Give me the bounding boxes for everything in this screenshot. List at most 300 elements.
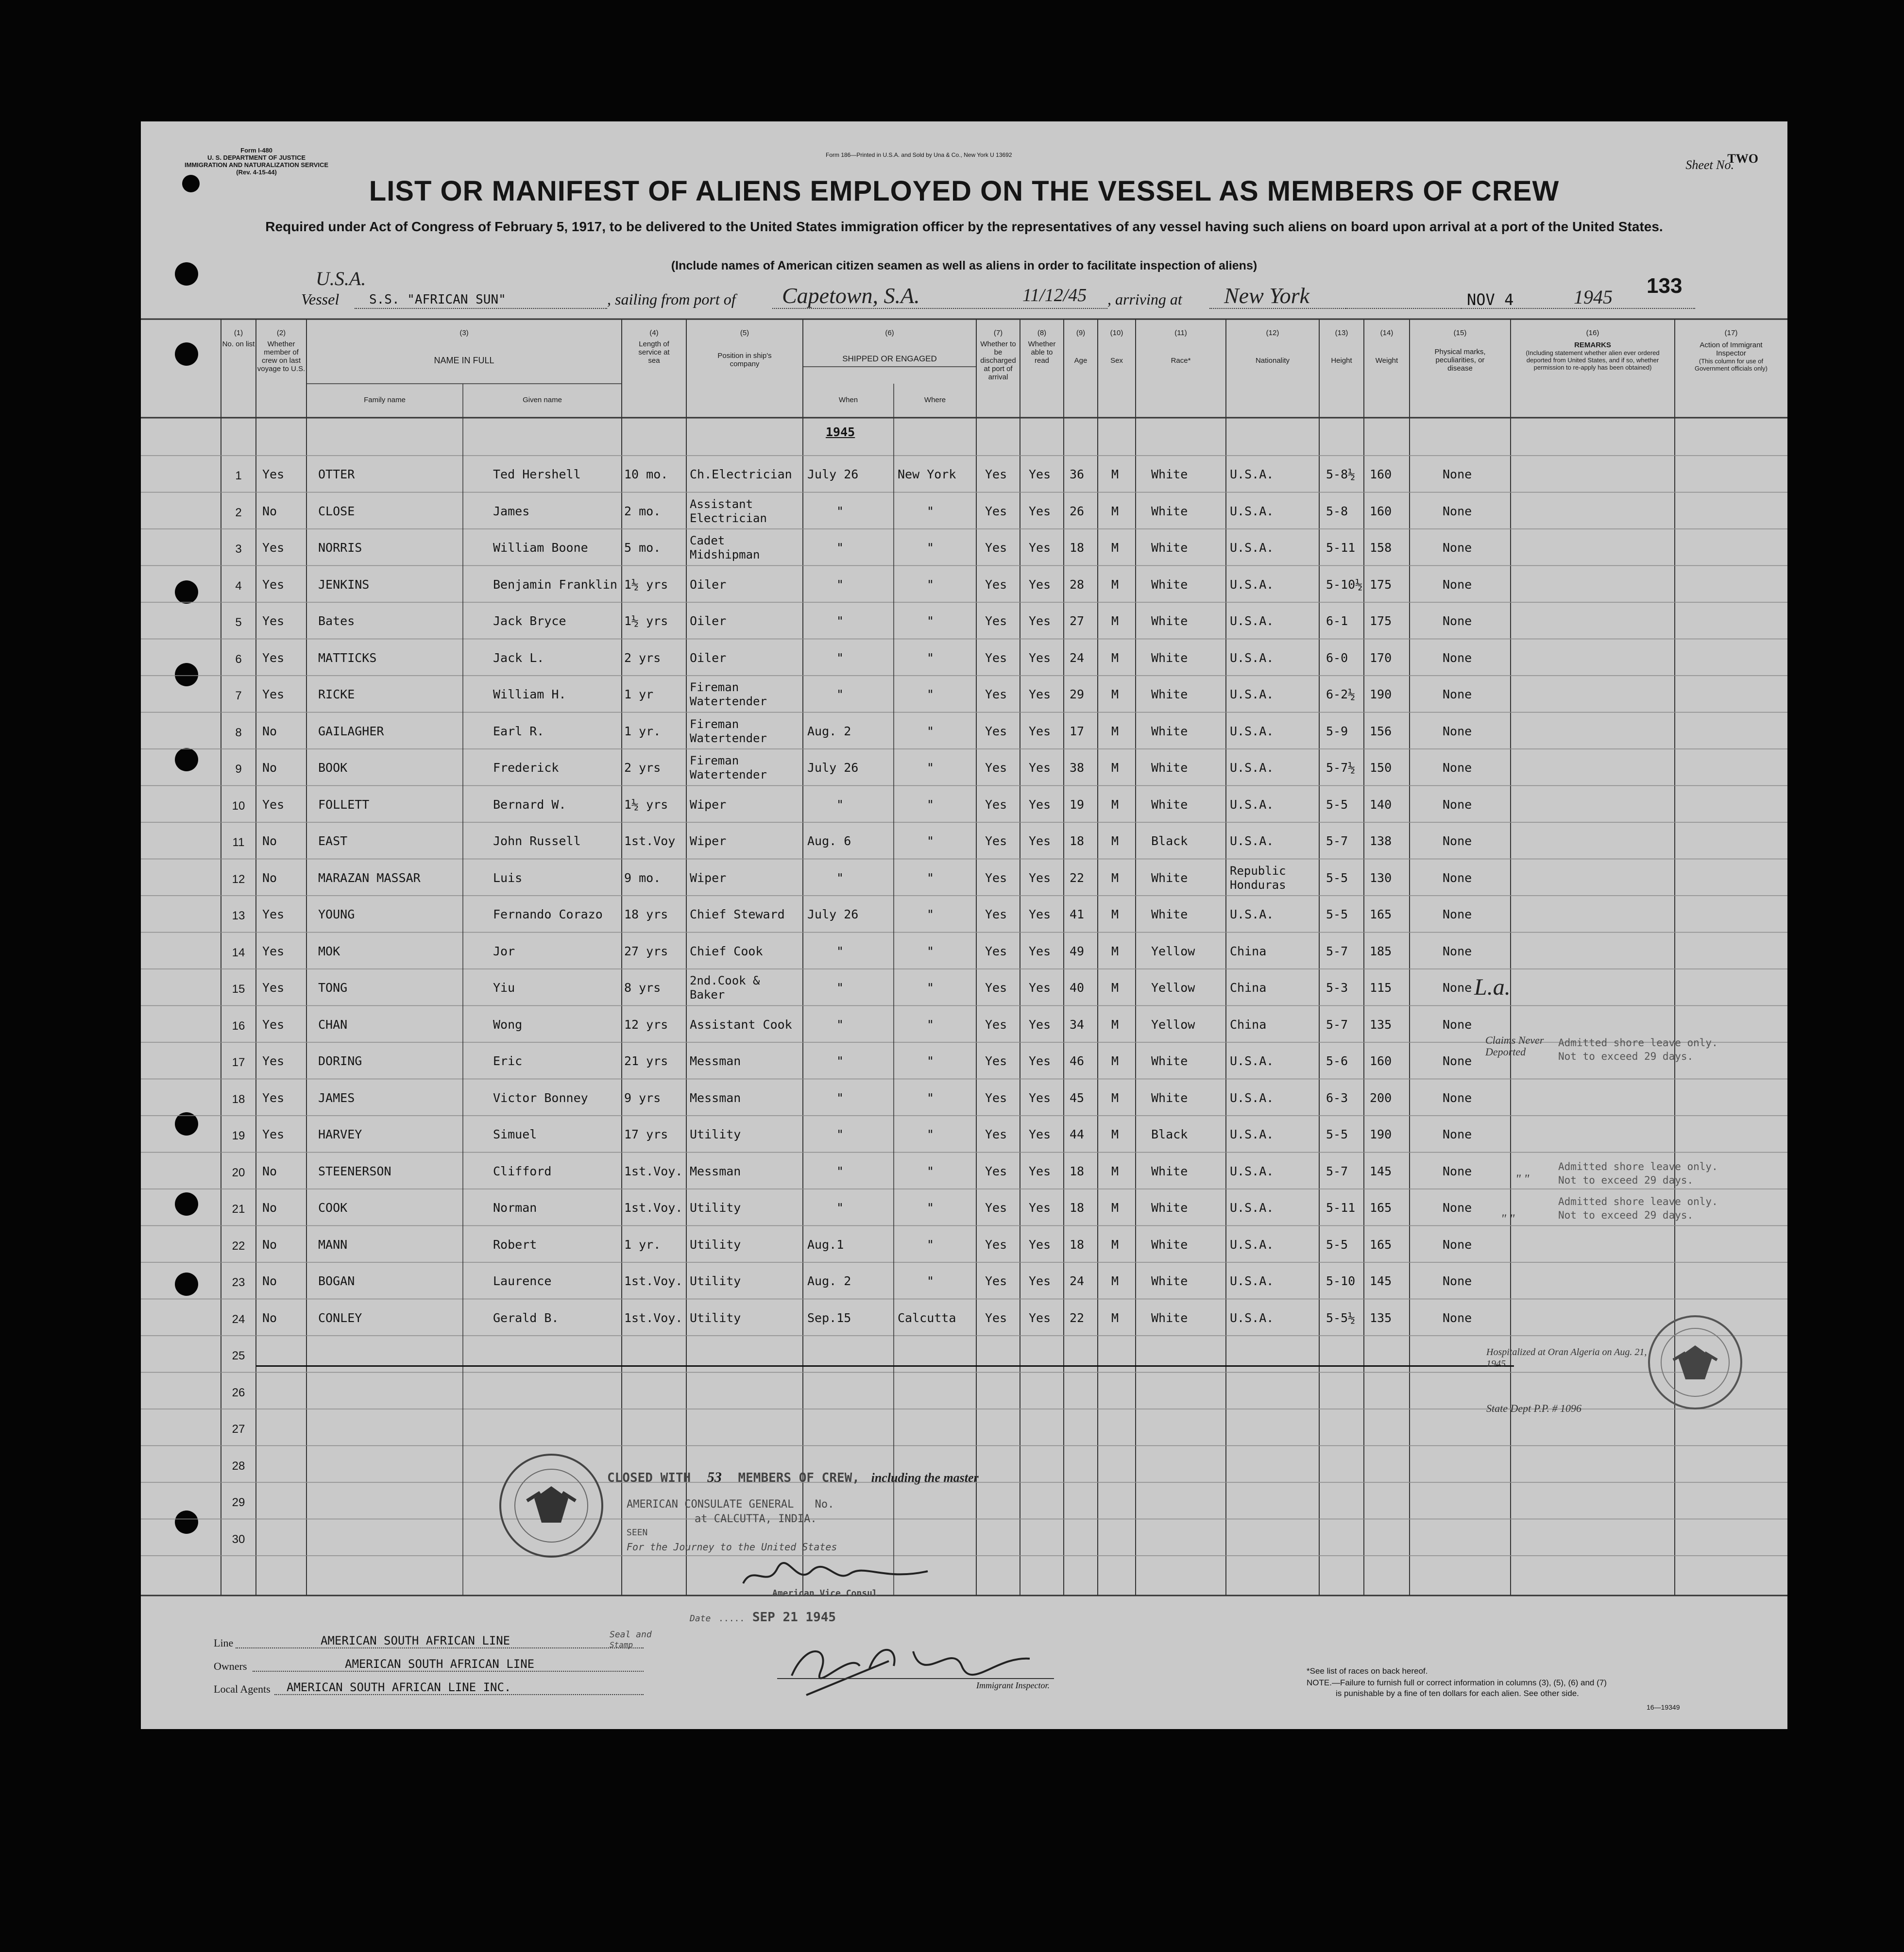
col-header-where: Where: [924, 396, 946, 404]
cell-service-length: 1st.Voy: [624, 834, 676, 848]
cell-nationality: U.S.A.: [1230, 687, 1274, 701]
cell-race: White: [1151, 467, 1188, 481]
cell-age: 18: [1070, 1237, 1085, 1252]
cell-service-length: 1½ yrs: [624, 797, 668, 812]
cell-age: 40: [1070, 981, 1085, 995]
cell-given-name: Frederick: [493, 761, 559, 775]
cell-height: 5-7: [1326, 1164, 1348, 1178]
col-header-4: (4) Length of service at sea: [638, 329, 670, 365]
cell-nationality: U.S.A.: [1230, 797, 1274, 812]
cell-nationality: U.S.A.: [1230, 467, 1274, 481]
cell-race: White: [1151, 504, 1188, 518]
cell-weight: 158: [1370, 541, 1392, 555]
cell-discharged: Yes: [985, 1310, 1007, 1325]
cell-height: 5-6: [1326, 1054, 1348, 1068]
cell-position: Chief Steward: [690, 907, 785, 921]
cell-position: Utility: [690, 1274, 741, 1288]
cell-service-length: 1 yr.: [624, 724, 661, 738]
cell-age: 36: [1070, 467, 1085, 481]
cell-given-name: Eric: [493, 1054, 523, 1068]
cell-position: Ch.Electrician: [690, 467, 792, 481]
cell-position: Assistant Electrician: [690, 497, 767, 525]
cell-prev-voyage: No: [262, 504, 277, 518]
remark-row-12: L.a.: [1474, 974, 1511, 1000]
year: 1945: [1574, 286, 1613, 308]
cell-sex: M: [1111, 797, 1119, 812]
cell-shipped-when: ": [836, 687, 844, 701]
cell-shipped-where: ": [927, 1237, 935, 1252]
cell-position: Utility: [690, 1310, 741, 1325]
cell-able-to-read: Yes: [1029, 1164, 1051, 1178]
cell-physical-marks: None: [1443, 577, 1472, 592]
cell-discharged: Yes: [985, 1164, 1007, 1178]
cell-family-name: EAST: [318, 834, 348, 848]
cell-service-length: 10 mo.: [624, 467, 668, 481]
row-number: 16: [232, 1019, 245, 1033]
cell-discharged: Yes: [985, 1127, 1007, 1141]
cell-discharged: Yes: [985, 577, 1007, 592]
handwritten-flag: U.S.A.: [316, 268, 366, 289]
sheet-number-value: TWO: [1727, 152, 1758, 166]
cell-shipped-when: ": [836, 1201, 844, 1215]
cell-family-name: NORRIS: [318, 541, 362, 555]
cell-physical-marks: None: [1443, 1127, 1472, 1141]
row-number: 10: [232, 799, 245, 813]
cell-weight: 160: [1370, 1054, 1392, 1068]
cell-discharged: Yes: [985, 724, 1007, 738]
cell-shipped-where: ": [927, 504, 935, 518]
cell-height: 5-10: [1326, 1274, 1356, 1288]
cell-able-to-read: Yes: [1029, 834, 1051, 848]
cell-discharged: Yes: [985, 687, 1007, 701]
cell-age: 41: [1070, 907, 1085, 921]
cell-able-to-read: Yes: [1029, 577, 1051, 592]
cell-family-name: CONLEY: [318, 1310, 362, 1325]
cell-service-length: 1st.Voy.: [624, 1310, 683, 1325]
col-header-7: (7) Whether to be discharged at port of arrival: [980, 329, 1016, 381]
cell-given-name: James: [493, 504, 530, 518]
cell-discharged: Yes: [985, 467, 1007, 481]
agents-label: Local Agents: [214, 1683, 271, 1695]
cell-shipped-when: ": [836, 1054, 844, 1068]
cell-given-name: Laurence: [493, 1274, 552, 1288]
cell-able-to-read: Yes: [1029, 1237, 1051, 1252]
cell-position: Chief Cook: [690, 944, 763, 958]
row-number: 26: [232, 1386, 245, 1399]
cell-discharged: Yes: [985, 1017, 1007, 1032]
cell-discharged: Yes: [985, 1237, 1007, 1252]
cell-race: Yellow: [1151, 944, 1195, 958]
seal-stamp-right: [1644, 1311, 1746, 1413]
cell-height: 5-3: [1326, 981, 1348, 995]
row-number: 21: [232, 1203, 245, 1216]
cell-shipped-where: ": [927, 797, 935, 812]
cell-shipped-when: Aug. 2: [807, 1274, 851, 1288]
cell-service-length: 1½ yrs: [624, 614, 668, 628]
cell-nationality: China: [1230, 944, 1267, 958]
cell-able-to-read: Yes: [1029, 1127, 1051, 1141]
stamp-label: Stamp: [610, 1640, 633, 1649]
cell-prev-voyage: No: [262, 761, 277, 775]
cell-prev-voyage: No: [262, 870, 277, 885]
cell-shipped-when: ": [836, 1127, 844, 1141]
cell-height: 5-7: [1326, 944, 1348, 958]
cell-prev-voyage: No: [262, 724, 277, 738]
row-number: 28: [232, 1459, 245, 1473]
cell-physical-marks: None: [1443, 907, 1472, 921]
cell-nationality: U.S.A.: [1230, 761, 1274, 775]
cell-given-name: Victor Bonney: [493, 1090, 588, 1105]
cell-family-name: COOK: [318, 1201, 348, 1215]
cell-family-name: MOK: [318, 944, 340, 958]
cell-discharged: Yes: [985, 504, 1007, 518]
vessel-label: Vessel: [301, 290, 340, 308]
form-code: 16—19349: [1647, 1703, 1680, 1711]
cell-weight: 145: [1370, 1164, 1392, 1178]
cell-shipped-where: ": [927, 614, 935, 628]
remark-row-22: Hospitalized at Oran Algeria on Aug. 21, 1945: [1486, 1347, 1647, 1369]
form-identifier: Form I-480 U. S. DEPARTMENT OF JUSTICE IMMIGRATION AND NATURALIZATION SERVICE (Rev. 4-15-44): [185, 147, 329, 176]
cell-shipped-when: July 26: [807, 761, 859, 775]
remark-row-24: State Dept P.P. # 1096: [1486, 1402, 1581, 1414]
cell-physical-marks: None: [1443, 1237, 1472, 1252]
cell-shipped-where: ": [927, 1090, 935, 1105]
cell-shipped-where: ": [927, 907, 935, 921]
cell-physical-marks: None: [1443, 614, 1472, 628]
row-number: 23: [232, 1276, 245, 1289]
cell-shipped-where: ": [927, 834, 935, 848]
cell-physical-marks: None: [1443, 1090, 1472, 1105]
cell-prev-voyage: Yes: [262, 1017, 285, 1032]
arriving-label: , arriving at: [1107, 290, 1182, 308]
cell-able-to-read: Yes: [1029, 724, 1051, 738]
cell-able-to-read: Yes: [1029, 797, 1051, 812]
cell-position: Fireman Watertender: [690, 754, 767, 781]
vessel-line: [141, 268, 1787, 315]
row-number: 24: [232, 1312, 245, 1326]
cell-sex: M: [1111, 1054, 1119, 1068]
cell-given-name: William Boone: [493, 541, 588, 555]
cell-weight: 165: [1370, 1237, 1392, 1252]
year-header: 1945: [826, 425, 855, 439]
cell-race: White: [1151, 687, 1188, 701]
cell-family-name: FOLLETT: [318, 797, 370, 812]
cell-race: White: [1151, 797, 1188, 812]
col-header-13: (13) Height: [1331, 329, 1352, 365]
col-header-given: Given name: [523, 396, 562, 404]
row-number: 29: [232, 1496, 245, 1509]
cell-nationality: U.S.A.: [1230, 614, 1274, 628]
cell-service-length: 1 yr: [624, 687, 654, 701]
cell-position: Oiler: [690, 650, 727, 665]
races-note: *See list of races on back hereof.: [1307, 1666, 1428, 1676]
cell-prev-voyage: Yes: [262, 577, 285, 592]
agents-value: AMERICAN SOUTH AFRICAN LINE INC.: [287, 1680, 511, 1694]
cell-discharged: Yes: [985, 1054, 1007, 1068]
cell-family-name: STEENERSON: [318, 1164, 391, 1178]
cell-prev-voyage: Yes: [262, 981, 285, 995]
cell-given-name: Yiu: [493, 981, 515, 995]
cell-sex: M: [1111, 1164, 1119, 1178]
row-number: 8: [235, 726, 242, 739]
cell-race: Black: [1151, 1127, 1188, 1141]
cell-service-length: 8 yrs: [624, 981, 661, 995]
line-value: AMERICAN SOUTH AFRICAN LINE: [321, 1634, 510, 1647]
cell-nationality: U.S.A.: [1230, 834, 1274, 848]
cell-age: 26: [1070, 504, 1085, 518]
cell-able-to-read: Yes: [1029, 614, 1051, 628]
cell-prev-voyage: No: [262, 1164, 277, 1178]
cell-height: 6-1: [1326, 614, 1348, 628]
cell-nationality: U.S.A.: [1230, 1201, 1274, 1215]
cell-given-name: John Russell: [493, 834, 581, 848]
cell-physical-marks: None: [1443, 944, 1472, 958]
cell-age: 22: [1070, 1310, 1085, 1325]
cell-shipped-where: ": [927, 650, 935, 665]
cell-position: Fireman Watertender: [690, 680, 767, 708]
cell-shipped-where: ": [927, 1164, 935, 1178]
col-header-9: (9) Age: [1074, 329, 1088, 365]
cell-height: 5-8½: [1326, 467, 1356, 481]
cell-shipped-when: Aug. 2: [807, 724, 851, 738]
cell-given-name: Earl R.: [493, 724, 544, 738]
cell-weight: 190: [1370, 1127, 1392, 1141]
cell-weight: 160: [1370, 504, 1392, 518]
cell-given-name: Clifford: [493, 1164, 552, 1178]
cell-race: White: [1151, 1054, 1188, 1068]
cell-sex: M: [1111, 1310, 1119, 1325]
cell-shipped-where: ": [927, 687, 935, 701]
cell-given-name: Jack L.: [493, 650, 544, 665]
cell-weight: 165: [1370, 907, 1392, 921]
cell-shipped-where: ": [927, 1127, 935, 1141]
cell-family-name: BOGAN: [318, 1274, 355, 1288]
cell-shipped-where: ": [927, 981, 935, 995]
cell-shipped-when: July 26: [807, 467, 859, 481]
cell-shipped-when: ": [836, 614, 844, 628]
cell-position: Fireman Watertender: [690, 717, 767, 745]
cell-shipped-where: ": [927, 761, 935, 775]
cell-able-to-read: Yes: [1029, 687, 1051, 701]
cell-shipped-where: ": [927, 870, 935, 885]
col-header-family: Family name: [364, 396, 406, 404]
col-header-when: When: [838, 396, 858, 404]
cell-height: 5-5: [1326, 870, 1348, 885]
cell-physical-marks: None: [1443, 1201, 1472, 1215]
cell-shipped-when: ": [836, 1164, 844, 1178]
cell-age: 46: [1070, 1054, 1085, 1068]
col-header-17: (17) Action of Immigrant Inspector (This column for use of Government officials only): [1694, 329, 1768, 372]
cell-race: White: [1151, 1237, 1188, 1252]
cell-sex: M: [1111, 1127, 1119, 1141]
cell-family-name: HARVEY: [318, 1127, 362, 1141]
cell-sex: M: [1111, 834, 1119, 848]
cell-family-name: JAMES: [318, 1090, 355, 1105]
row-number: 5: [235, 616, 242, 629]
cell-given-name: Wong: [493, 1017, 523, 1032]
cell-sex: M: [1111, 1201, 1119, 1215]
cell-age: 34: [1070, 1017, 1085, 1032]
cell-discharged: Yes: [985, 761, 1007, 775]
seal-stamp-consulate: [495, 1450, 607, 1562]
cell-family-name: BOOK: [318, 761, 348, 775]
cell-sex: M: [1111, 687, 1119, 701]
cell-shipped-where: ": [927, 1017, 935, 1032]
cell-family-name: Bates: [318, 614, 355, 628]
cell-able-to-read: Yes: [1029, 907, 1051, 921]
cell-discharged: Yes: [985, 1090, 1007, 1105]
cell-shipped-when: ": [836, 541, 844, 555]
cell-nationality: U.S.A.: [1230, 907, 1274, 921]
cell-able-to-read: Yes: [1029, 761, 1051, 775]
cell-height: 5-8: [1326, 504, 1348, 518]
cell-discharged: Yes: [985, 1274, 1007, 1288]
cell-able-to-read: Yes: [1029, 1201, 1051, 1215]
cell-physical-marks: None: [1443, 1054, 1472, 1068]
col-header-6: (6) SHIPPED OR ENGAGED: [842, 329, 937, 363]
cell-service-length: 1st.Voy.: [624, 1164, 683, 1178]
row-number: 27: [232, 1423, 245, 1436]
cell-position: Oiler: [690, 577, 727, 592]
cell-shipped-where: ": [927, 1054, 935, 1068]
cell-height: 5-7½: [1326, 761, 1356, 775]
departure-port: Capetown, S.A.: [782, 283, 920, 308]
closing-date: Date ..... SEP 21 1945: [690, 1610, 836, 1625]
cell-nationality: China: [1230, 1017, 1267, 1032]
seen-label: SEEN: [627, 1528, 648, 1538]
cell-shipped-when: ": [836, 1017, 844, 1032]
cell-prev-voyage: No: [262, 1201, 277, 1215]
cell-weight: 156: [1370, 724, 1392, 738]
owners-value: AMERICAN SOUTH AFRICAN LINE: [345, 1657, 535, 1671]
row-number: 30: [232, 1532, 245, 1546]
cell-shipped-where: ": [927, 1201, 935, 1215]
row-number: 14: [232, 946, 245, 959]
col-header-1: (1) No. on list: [222, 329, 255, 348]
row-number: 20: [232, 1166, 245, 1179]
cell-shipped-where: ": [927, 577, 935, 592]
cell-position: Cadet Midshipman: [690, 534, 760, 561]
consulate-stamp: AMERICAN CONSULATE GENERAL No.: [627, 1498, 834, 1511]
cell-prev-voyage: Yes: [262, 1127, 285, 1141]
cell-service-length: 1st.Voy.: [624, 1201, 683, 1215]
manifest-sheet: [141, 121, 1787, 1729]
cell-able-to-read: Yes: [1029, 1017, 1051, 1032]
cell-family-name: OTTER: [318, 467, 355, 481]
cell-physical-marks: None: [1443, 1164, 1472, 1178]
cell-discharged: Yes: [985, 981, 1007, 995]
cell-height: 5-5: [1326, 797, 1348, 812]
arrival-date: NOV 4: [1467, 290, 1514, 309]
cell-given-name: William H.: [493, 687, 566, 701]
cell-race: White: [1151, 1310, 1188, 1325]
row-number: 11: [232, 836, 245, 849]
cell-prev-voyage: No: [262, 834, 277, 848]
cell-discharged: Yes: [985, 870, 1007, 885]
cell-service-length: 2 yrs: [624, 650, 661, 665]
cell-prev-voyage: Yes: [262, 1090, 285, 1105]
cell-height: 5-11: [1326, 1201, 1356, 1215]
cell-weight: 200: [1370, 1090, 1392, 1105]
cell-family-name: CHAN: [318, 1017, 348, 1032]
cell-sex: M: [1111, 1090, 1119, 1105]
cell-weight: 165: [1370, 1201, 1392, 1215]
cell-age: 44: [1070, 1127, 1085, 1141]
cell-nationality: China: [1230, 981, 1267, 995]
statutory-notice: Required under Act of Congress of February 5, 1917, to be delivered to the United States immigration officer by the representatives of any vessel having such aliens on board upon arrival at a port of the United States.: [265, 219, 1663, 234]
cell-physical-marks: None: [1443, 761, 1472, 775]
cell-nationality: U.S.A.: [1230, 724, 1274, 738]
cell-family-name: JENKINS: [318, 577, 370, 592]
cell-sex: M: [1111, 614, 1119, 628]
strike-through-row-22: [256, 1365, 1514, 1367]
cell-race: Yellow: [1151, 1017, 1195, 1032]
cell-shipped-when: ": [836, 650, 844, 665]
cell-shipped-where: ": [927, 1274, 935, 1288]
cell-family-name: MANN: [318, 1237, 348, 1252]
cell-weight: 185: [1370, 944, 1392, 958]
cell-prev-voyage: Yes: [262, 614, 285, 628]
cell-shipped-when: ": [836, 504, 844, 518]
cell-age: 18: [1070, 1164, 1085, 1178]
cell-prev-voyage: Yes: [262, 650, 285, 665]
row-number: 18: [232, 1092, 245, 1106]
col-header-5: (5) Position in ship's company: [717, 329, 772, 368]
cell-nationality: U.S.A.: [1230, 504, 1274, 518]
cell-race: White: [1151, 577, 1188, 592]
cell-position: Messman: [690, 1090, 741, 1105]
cell-age: 29: [1070, 687, 1085, 701]
cell-height: 5-5: [1326, 1237, 1348, 1252]
cell-given-name: Simuel: [493, 1127, 537, 1141]
row-number: 6: [235, 652, 242, 666]
line-label: Line: [214, 1637, 234, 1649]
cell-height: 5-10½: [1326, 577, 1363, 592]
cell-race: White: [1151, 907, 1188, 921]
cell-shipped-when: July 26: [807, 907, 859, 921]
cell-age: 18: [1070, 834, 1085, 848]
cell-nationality: U.S.A.: [1230, 541, 1274, 555]
cell-given-name: Jack Bryce: [493, 614, 566, 628]
cell-race: White: [1151, 870, 1188, 885]
cell-service-length: 12 yrs: [624, 1017, 668, 1032]
cell-physical-marks: None: [1443, 1017, 1472, 1032]
cell-nationality: U.S.A.: [1230, 1164, 1274, 1178]
cell-shipped-when: Sep.15: [807, 1310, 851, 1325]
cell-race: White: [1151, 541, 1188, 555]
cell-prev-voyage: Yes: [262, 944, 285, 958]
cell-able-to-read: Yes: [1029, 1054, 1051, 1068]
cell-family-name: MATTICKS: [318, 650, 377, 665]
cell-discharged: Yes: [985, 797, 1007, 812]
cell-height: 5-7: [1326, 834, 1348, 848]
cell-nationality: U.S.A.: [1230, 1127, 1274, 1141]
cell-physical-marks: None: [1443, 834, 1472, 848]
cell-age: 45: [1070, 1090, 1085, 1105]
cell-height: 5-5: [1326, 1127, 1348, 1141]
cell-shipped-where: ": [927, 724, 935, 738]
cell-able-to-read: Yes: [1029, 504, 1051, 518]
cell-position: Utility: [690, 1237, 741, 1252]
cell-height: 6-3: [1326, 1090, 1348, 1105]
vice-consul-label: American Vice Consul: [772, 1588, 878, 1598]
col-header-14: (14) Weight: [1375, 329, 1398, 365]
cell-prev-voyage: Yes: [262, 467, 285, 481]
cell-sex: M: [1111, 1237, 1119, 1252]
cell-service-length: 2 yrs: [624, 761, 661, 775]
cell-discharged: Yes: [985, 541, 1007, 555]
cell-service-length: 17 yrs: [624, 1127, 668, 1141]
